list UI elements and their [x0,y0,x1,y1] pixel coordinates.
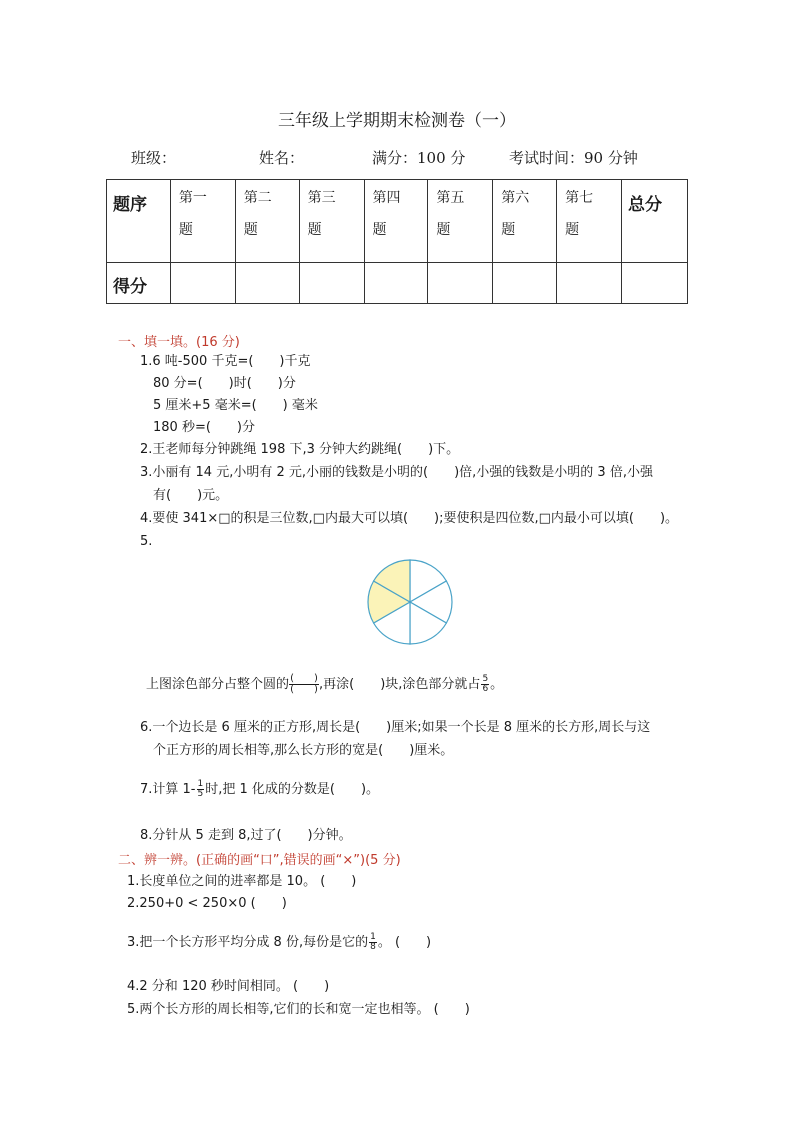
q5-text-b: ,再涂( )块,涂色部分就占 [319,677,481,692]
col-cell [364,180,428,263]
q5-fraction [481,675,489,694]
s2-q2: 2.250+0 < 250×0 ( ) [127,896,287,911]
q5-text-a: 上图涂色部分占整个圆的 [146,677,290,692]
col-label-suffix: 题 [436,222,451,238]
section1-heading: 一、填一填。(16 分) [118,335,240,350]
q4: 4.要使 341×□的积是三位数,□内最大可以填( );要使积是四位数,□内最小可以填( )。 [140,511,679,526]
s2-q3-b: 。 ( ) [377,935,432,950]
q7-fraction-denominator: 5 [197,789,204,799]
col-label: 第四 [372,190,401,206]
col-label-suffix: 题 [178,222,193,238]
score-cell[interactable] [170,263,235,304]
score-cell[interactable] [493,263,557,304]
col-label: 第七 [565,190,594,206]
q1-line1: 1.6 吨-500 千克=( )千克 [140,354,311,369]
q3-line1: 3.小丽有 14 元,小明有 2 元,小丽的钱数是小明的( )倍,小强的钱数是小明的 3 倍,小强 [140,465,653,480]
q7 [140,780,379,799]
s2-q1: 1.长度单位之间的进率都是 10。 ( ) [127,874,357,889]
full-score: 满分：100 分 [372,149,466,167]
s2-q5: 5.两个长方形的周长相等,它们的长和宽一定也相等。 ( ) [127,1002,470,1017]
score-table [106,179,688,304]
col-cell [428,180,493,263]
col-label-suffix: 题 [372,222,387,238]
row2-header-cell [107,263,171,304]
pie-diagram [365,557,455,647]
q5-fraction-denominator: 6 [482,684,489,694]
row1-header-cell [107,180,171,263]
col-label: 第二 [243,190,272,206]
q5-blank-numerator: ( ) [290,673,318,684]
q1-line3: 5 厘米+5 毫米=( ) 毫米 [153,398,318,413]
col-label: 第五 [436,190,465,206]
col-label-suffix: 题 [501,222,516,238]
score-cell[interactable] [299,263,364,304]
q7-a: 7.计算 1- [140,782,196,797]
score-cell[interactable] [235,263,299,304]
q6-line1: 6.一个边长是 6 厘米的正方形,周长是( )厘米;如果一个长是 8 厘米的长方形,周长与这 [140,720,651,735]
q5-text [146,674,503,695]
col-cell [170,180,235,263]
q3-line2: 有( )元。 [153,488,229,503]
s2-q3-fraction-denominator: 8 [370,942,376,952]
total-header: 总分 [628,195,663,215]
name-label: 姓名： [259,149,305,167]
q5-end: 。 [490,677,504,692]
row2-header: 得分 [113,277,147,297]
score-cell[interactable] [557,263,622,304]
row1-header: 题序 [113,195,147,215]
q1-line4: 180 秒=( )分 [153,420,255,435]
score-cell[interactable] [428,263,493,304]
q7-fraction [197,780,205,799]
col-cell [493,180,557,263]
q5-blank-fraction [289,674,319,695]
section2-heading: 二、辨一辨。(正确的画“口”,错误的画“×”)(5 分) [118,853,401,868]
total-score-cell[interactable] [622,263,688,304]
col-label-suffix: 题 [243,222,258,238]
q8: 8.分针从 5 走到 8,过了( )分钟。 [140,828,352,843]
q2: 2.王老师每分钟跳绳 198 下,3 分钟大约跳绳( )下。 [140,442,460,457]
page-title: 三年级上学期期末检测卷（一） [278,111,516,131]
q5-fraction-numerator: 5 [482,674,489,684]
s2-q3-fraction [369,933,377,952]
score-cell[interactable] [364,263,428,304]
col-label: 第六 [501,190,530,206]
class-label: 班级： [131,149,177,167]
exam-time: 考试时间：90 分钟 [509,149,638,167]
col-label: 第一 [178,190,207,206]
q5-number: 5. [140,534,153,549]
q1-line2: 80 分=( )时( )分 [153,376,296,391]
q5-blank-denominator: ( ) [290,684,318,695]
total-cell [622,180,688,263]
col-label: 第三 [307,190,336,206]
q7-b: 时,把 1 化成的分数是( )。 [205,782,380,797]
s2-q3-fraction-numerator: 1 [370,932,376,942]
col-cell [299,180,364,263]
s2-q4: 4.2 分和 120 秒时间相同。 ( ) [127,979,330,994]
col-cell [557,180,622,263]
col-label-suffix: 题 [307,222,322,238]
s2-q3 [127,933,431,952]
q7-fraction-numerator: 1 [197,779,204,789]
col-cell [235,180,299,263]
col-label-suffix: 题 [565,222,580,238]
q6-line2: 个正方形的周长相等,那么长方形的宽是( )厘米。 [153,743,454,758]
s2-q3-a: 3.把一个长方形平均分成 8 份,每份是它的 [127,935,369,950]
